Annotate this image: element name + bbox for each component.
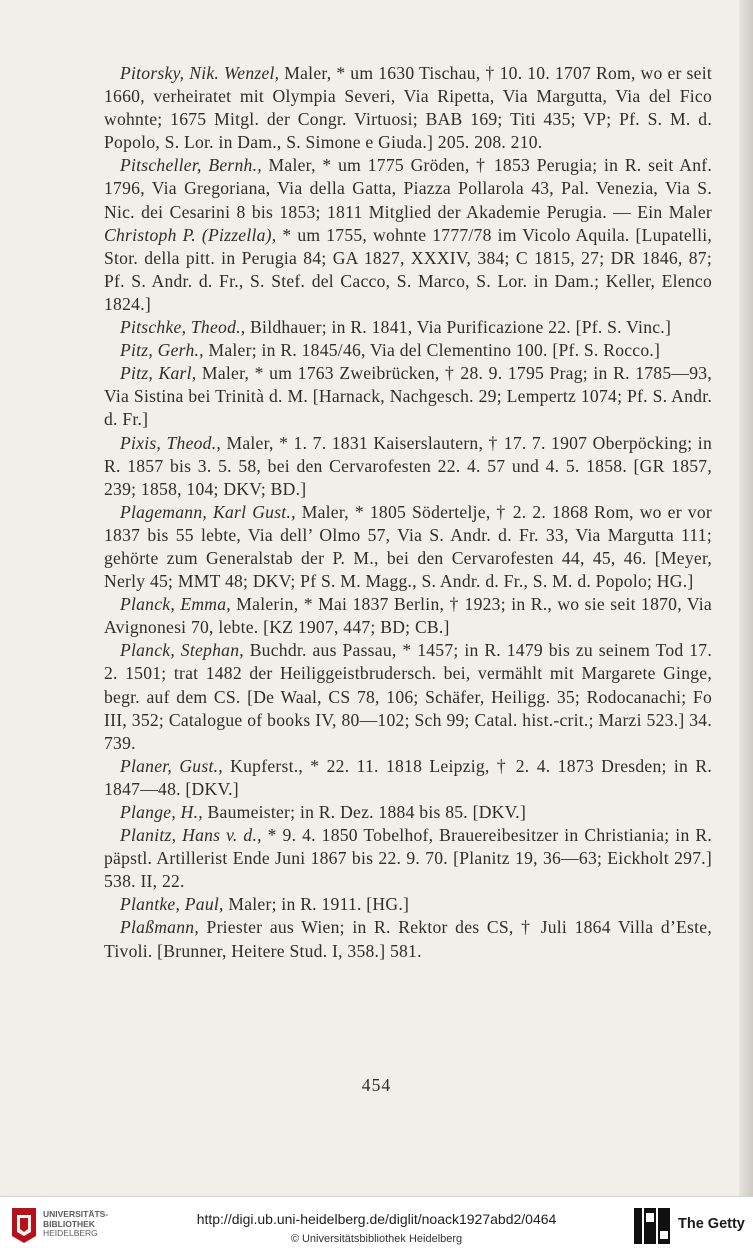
entry-list — [104, 62, 712, 963]
entry-text: Maler; in R. 1911. [HG.] — [223, 894, 410, 915]
entry-name: Pitscheller, Bernh., — [120, 155, 262, 176]
entry-pitorsky — [104, 62, 712, 154]
entry-text: Priester aus Wien; in R. Rektor des CS, † Juli 1864 Villa d’Este, Tivoli. [Brunner, Heitere Stud. I, 358.] 581. — [104, 917, 712, 961]
entry-text: Baumeister; in R. Dez. 1884 bis 85. [DKV.] — [202, 802, 527, 822]
library-name-line: HEIDELBERG — [43, 1228, 98, 1238]
entry-name: Plagemann, Karl Gust., — [120, 501, 296, 522]
entry-planck-stephan — [104, 639, 712, 754]
entry-name-secondary: Christoph P. (Pizzella), — [104, 224, 277, 245]
entry-name: Pitz, Karl, — [120, 363, 197, 384]
entry-name: Pitz, Gerh., — [120, 340, 204, 361]
entry-name: Planck, Stephan, — [120, 640, 244, 661]
entry-plantke — [104, 893, 712, 916]
entry-name: Planck, Emma, — [120, 594, 231, 615]
entry-plassmann — [104, 916, 712, 962]
entry-name: Planitz, Hans v. d., — [120, 825, 262, 846]
entry-text: * 9. 4. 1850 Tobelhof, Brauereibesitzer in Christiania; in R. päpstl. Artillerist Ende Juni 1867 bis 22. 9. 70. [Planitz 19, 36—63; Eickholt 297.] 538. II, 22. — [104, 825, 712, 892]
entry-text: Malerin, * Mai 1837 Berlin, † 1923; in R., wo sie seit 1870, Via Avignonesi 70, lebte. [KZ 1907, 447; BD; CB.] — [104, 594, 712, 638]
entry-name: Plange, H., — [120, 802, 203, 822]
entry-text: Bildhauer; in R. 1841, Via Purificazione 22. [Pf. S. Vinc.] — [245, 317, 672, 338]
entry-text: Maler, * 1805 Södertelje, † 2. 2. 1868 Rom, wo er vor 1837 bis 55 lebte, Via dell’ Olmo 57, Via S. Andr. d. Fr. 33, Via Margutta 111; gehörte zum Generalstab der P. M., bei den Cervarofesten 44, 45, 46. [Meyer, Nerly 45; MMT 48; DKV; Pf S. M. Magg., S. Andr. d. Fr., S. M. d. Popolo; HG.] — [104, 501, 712, 592]
entry-plagemann — [104, 501, 712, 593]
library-name-line: UNIVERSITÄTS- — [43, 1209, 109, 1219]
entry-pixis — [104, 432, 712, 501]
entry-planck-emma — [104, 593, 712, 639]
entry-text: Kupferst., * 22. 11. 1818 Leipzig, † 2. 4. 1873 Dresden; in R. 1847—48. [DKV.] — [104, 755, 712, 799]
page-edge — [739, 0, 753, 1196]
entry-planer — [104, 755, 712, 801]
entry-text: Maler, * um 1630 Tischau, † 10. 10. 1707 Rom, wo er seit 1660, verheiratet mit Olympia Severi, Via Ripetta, Via Margutta, Via del Fico wohnte; 1675 Mitgl. der Congr. Virtuosi; BAB 169; Titi 435; VP; Pf. S. M. d. Popolo, S. Lor. in Dam., S. Simone e Giuda.] 205. 208. 210. — [104, 63, 712, 153]
entry-name: Pixis, Theod., — [120, 432, 222, 453]
entry-name: Pitorsky, Nik. Wenzel, — [120, 63, 280, 83]
entry-pitz-gerh — [104, 339, 712, 362]
entry-text: Buchdr. aus Passau, * 1457; in R. 1479 bis zu seinem Tod 17. 2. 1501; trat 1482 der Heiliggeistbrudersch. bei, vermählt mit Margarete Ginge, begr. auf dem CS. [De Waal, CS 78, 106; Schäfer, Heiligg. 35; Rodocanachi; Fo III, 352; Catalogue of books IV, 80—102; Sch 99; Catal. hist.-crit.; Marzi 523.] 34. 739. — [104, 640, 712, 753]
copyright-notice: © Universitätsbibliothek Heidelberg — [290, 1233, 463, 1245]
entry-pitscheller — [104, 154, 712, 316]
page-url-link[interactable]: http://digi.ub.uni-heidelberg.de/diglit/noack1927abd2/0464 — [196, 1211, 557, 1227]
entry-text: Maler; in R. 1845/46, Via del Clementino 100. [Pf. S. Rocco.] — [203, 340, 661, 361]
entry-text: Maler, * um 1763 Zweibrücken, † 28. 9. 1795 Prag; in R. 1785—93, Via Sistina bei Trinità d. M. [Harnack, Nachgesch. 29; Lempertz 1074; Pf. S. Andr. d. Fr.] — [104, 363, 712, 430]
entry-name: Plantke, Paul, — [120, 894, 224, 915]
entry-pitz-karl — [104, 362, 712, 431]
entry-name: Pitschke, Theod., — [120, 317, 246, 338]
entry-name: Planer, Gust., — [120, 755, 223, 776]
entry-text: Maler, * 1. 7. 1831 Kaiserslautern, † 17. 7. 1907 Oberpöcking; in R. 1857 bis 3. 5. 58, bei den Cervarofesten 22. 4. 57 und 4. 5. 1858. [GR 1857, 239; 1858, 104; DKV; BD.] — [104, 432, 712, 499]
entry-text-secondary: * um 1755, wohnte 1777/78 im Vicolo Aquila. [Lupatelli, Stor. della pitt. in Perugia 84; GA 1827, XXXIV, 384; C 1815, 27; DR 1846, 87; Pf. S. Andr. d. Fr., S. Stef. del Cacco, S. Marco, S. Lor. in Dam.; Keller, Elenco 1824.] — [104, 224, 712, 314]
entry-pitschke — [104, 316, 712, 339]
getty-logo-icon — [633, 1207, 671, 1245]
partner-name: The Getty — [678, 1216, 745, 1232]
entry-name: Plaßmann, — [120, 917, 199, 938]
entry-plange — [104, 801, 712, 824]
page-number: 454 — [361, 1075, 392, 1095]
viewer-footer — [0, 1196, 753, 1255]
entry-text: Maler, * um 1775 Gröden, † 1853 Perugia; in R. seit Anf. 1796, Via Gregoriana, Via della Gatta, Piazza Pollarola 43, Pal. Venezia, Via S. Nic. dei Cesarini 8 bis 1853; 1811 Mitglied der Akademie Perugia. — Ein Maler — [104, 155, 712, 222]
library-name-line: BIBLIOTHEK — [43, 1218, 95, 1229]
entry-planitz — [104, 824, 712, 893]
